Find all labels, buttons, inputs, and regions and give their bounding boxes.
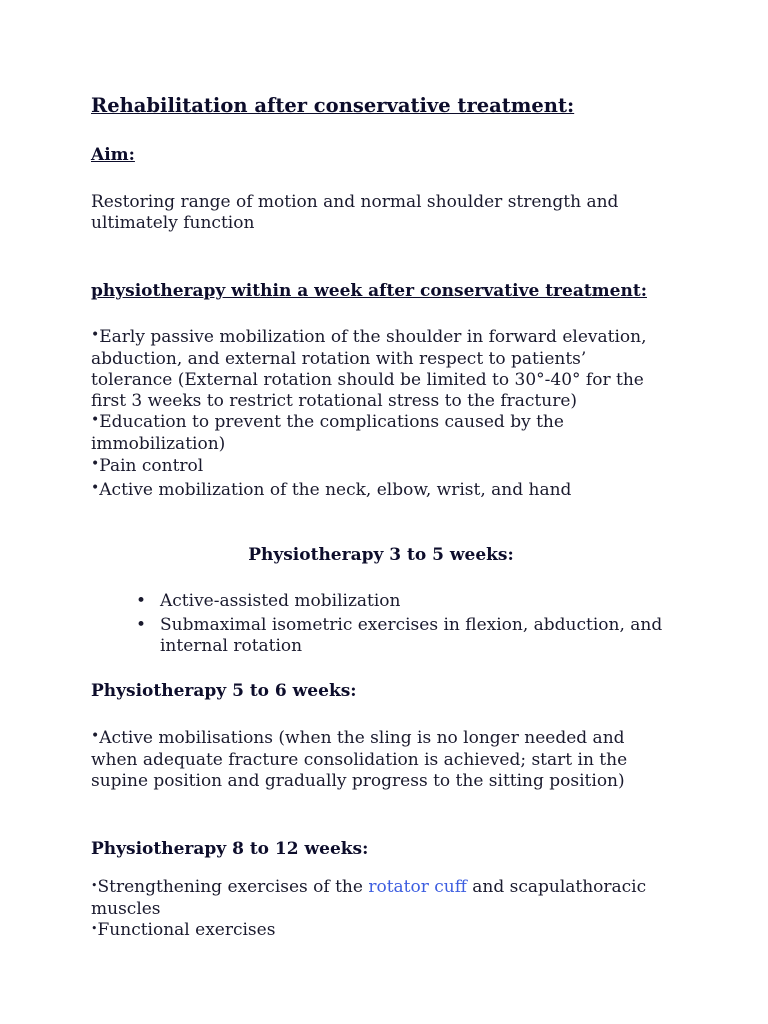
list-item-text: Active-assisted mobilization — [160, 591, 401, 611]
list-item — [136, 615, 696, 657]
list-item — [91, 327, 661, 412]
week1-list — [91, 327, 661, 502]
weeks3to5-list — [136, 591, 696, 657]
bullet-icon: • — [136, 591, 147, 611]
list-item-text: Early passive mobilization of the shoulder in forward elevation, abduction, and external rotation with respect to patients’ tolerance (External rotation should be limited to 30°-40° for the first 3 weeks to restrict rotational stress to the fracture) — [91, 327, 647, 411]
list-item-text: Submaximal isometric exercises in flexion, abduction, and internal rotation — [160, 615, 663, 656]
list-item-text-end: and scapulathoracic muscles — [91, 877, 647, 919]
list-item-text: Strengthening exercises of the — [97, 877, 369, 897]
list-item-text: Education to prevent the complications caused by the immobilization) — [91, 412, 564, 454]
bullet-icon: • — [91, 728, 100, 744]
list-item — [91, 728, 651, 792]
weeks5to6-list — [91, 728, 651, 792]
bullet-icon: • — [91, 327, 100, 343]
weeks8to12-heading: Physiotherapy 8 to 12 weeks: — [91, 839, 369, 859]
list-item — [91, 920, 671, 942]
list-item-text: Pain control — [99, 456, 204, 476]
week1-heading: physiotherapy within a week after conservative treatment: — [91, 281, 647, 301]
aim-text: Restoring range of motion and normal shoulder strength and ultimately function — [91, 192, 619, 233]
page-title: Rehabilitation after conservative treatment: — [91, 94, 575, 117]
bullet-icon: • — [91, 922, 98, 935]
rotator-cuff-link[interactable]: rotator cuff — [368, 877, 467, 897]
list-item — [91, 412, 661, 455]
list-item — [136, 591, 696, 612]
bullet-icon: • — [91, 456, 100, 472]
bullet-icon: • — [136, 615, 147, 635]
weeks5to6-heading: Physiotherapy 5 to 6 weeks: — [91, 681, 357, 701]
list-item — [91, 877, 671, 920]
list-item — [91, 480, 661, 502]
bullet-icon: • — [91, 879, 98, 892]
aim-heading: Aim: — [91, 145, 135, 165]
weeks8to12-list — [91, 877, 671, 942]
weeks3to5-heading: Physiotherapy 3 to 5 weeks: — [248, 545, 514, 565]
list-item — [91, 456, 661, 478]
bullet-icon: • — [91, 412, 100, 428]
list-item-text: Active mobilization of the neck, elbow, wrist, and hand — [99, 480, 572, 500]
list-item-text: Active mobilisations (when the sling is no longer needed and when adequate fracture consolidation is achieved; start in the supine position and gradually progress to the sitting position) — [91, 728, 628, 791]
bullet-icon: • — [91, 480, 100, 496]
list-item-text: Functional exercises — [97, 920, 276, 940]
